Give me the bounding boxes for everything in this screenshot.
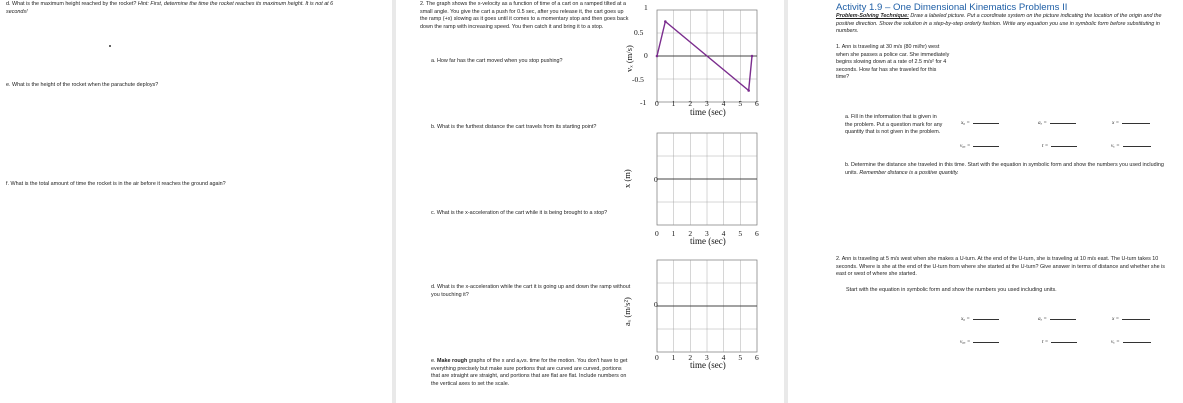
stray-dot: [109, 45, 111, 47]
worksheet-page-middle: [396, 0, 784, 403]
activity-title: Activity 1.9 – One Dimensional Kinematics Problems II: [836, 2, 1068, 13]
blank-ax[interactable]: [1050, 123, 1076, 124]
v-tick-neg0.5: -0.5: [632, 75, 644, 84]
x-tick-label: 0: [655, 229, 659, 238]
field-vx: vₓ =: [1111, 143, 1151, 149]
x-tick-label: 6: [755, 353, 759, 362]
field-t: t =: [1042, 143, 1077, 149]
x-tick-label: 3: [705, 353, 709, 362]
problem-2-instruction: Start with the equation in symbolic form and show the numbers you used including units.: [846, 287, 1057, 293]
blank2-x[interactable]: [1122, 319, 1150, 320]
blank-vx[interactable]: [1123, 146, 1151, 147]
x-tick-0: 0: [654, 175, 658, 184]
x-tick-label: 5: [738, 229, 743, 238]
problem-1b: b. Determine the distance she traveled in this time. Start with the equation in symbolic form and show the numbers you used including units. Remember distance is a positive quantity.: [845, 162, 1164, 176]
field-x: x =: [1112, 120, 1150, 126]
x-tick-label: 3: [705, 229, 709, 238]
a-tick-0: 0: [654, 300, 658, 309]
blank2-vx[interactable]: [1123, 342, 1151, 343]
x-tick-label: 1: [671, 99, 676, 108]
field2-t: t =: [1042, 339, 1077, 345]
field-v0x: v₀ₓ =: [960, 143, 999, 149]
technique-paragraph: Problem-Solving Technique: Draw a labeled picture. Put a coordinate system on the picture indicating the location of the origin and the positive direction. Show the solution in a step-by-step orderly fashion. Write any equation you use in symbolic form before substituting in numbers.: [836, 13, 1162, 35]
acceleration-chart-grid: [657, 260, 757, 352]
question-2: 2. The graph shows the x-velocity as a function of time of a cart on a ramped tilted at a small angle. You give the cart a push for 0.5 sec, after you release it, the cart goes up the ramp (+x) slowing as it goes until it comes to a momentary stop and then goes back down the ramp with increasing speed. You then catch it and bring it to a stop.: [420, 1, 629, 30]
x-x-axis-title: time (sec): [690, 236, 726, 246]
a-x-axis-title: time (sec): [690, 360, 726, 370]
blank-v0x[interactable]: [973, 146, 999, 147]
v-tick-1: 1: [644, 3, 648, 12]
question-2a: a. How far has the cart moved when you stop pushing?: [431, 58, 563, 64]
velocity-data-point: [656, 55, 659, 58]
x-tick-label: 5: [738, 353, 743, 362]
a-axis-label: aₓ (m/s²): [622, 297, 632, 326]
x-tick-label: 2: [688, 229, 693, 238]
x-tick-label: 1: [671, 353, 676, 362]
field-x0: x₀ =: [961, 120, 999, 126]
velocity-data-point: [664, 20, 667, 23]
blank-t[interactable]: [1051, 146, 1077, 147]
position-chart: [654, 131, 760, 227]
x-tick-label: 0: [655, 353, 659, 362]
blank2-v0x[interactable]: [973, 342, 999, 343]
question-2e: e. Make rough graphs of the x and aₓvs. time for the motion. You don't have to get everything precisely but make sure portions that are curved are curved, portions that are straight are straight, and portions that are flat are flat. Include numbers on the vertical axes to set the scale.: [431, 358, 628, 387]
blank-x[interactable]: [1122, 123, 1150, 124]
x-tick-label: 2: [688, 353, 693, 362]
x-tick-label: 0: [655, 99, 659, 108]
question-2b: b. What is the furthest distance the cart travels from its starting point?: [431, 124, 597, 130]
x-tick-label: 4: [721, 353, 726, 362]
x-tick-label: 4: [721, 229, 726, 238]
v-tick-neg1: -1: [640, 98, 647, 107]
problem-2: 2. Ann is traveling at 5 m/s west when she makes a U-turn. At the end of the U-turn, she is traveling at 10 m/s east. The U-turn takes 10 seconds. Where is she at the end of the U-turn from where she started at the U-turn? Give answer in terms of distance and whether she is east or west of where she started.: [836, 256, 1165, 278]
x-tick-label: 6: [755, 99, 759, 108]
velocity-data-point: [751, 55, 754, 58]
blank2-ax[interactable]: [1050, 319, 1076, 320]
v-axis-label: vₓ (m/s): [624, 45, 634, 72]
field2-x: x =: [1112, 316, 1150, 322]
worksheet-page-right: [788, 0, 1183, 403]
x-tick-label: 4: [721, 99, 726, 108]
problem-1a: a. Fill in the information that is given in the problem. Put a question mark for any quantity that is not given in the problem.: [845, 114, 943, 136]
field-ax: aₓ =: [1038, 120, 1076, 126]
x-tick-label: 3: [705, 99, 709, 108]
x-tick-label: 1: [671, 229, 676, 238]
x-axis-label: x (m): [622, 169, 632, 188]
question-2c: c. What is the x-acceleration of the cart while it is being brought to a stop?: [431, 210, 608, 216]
blank2-t[interactable]: [1051, 342, 1077, 343]
worksheet-page-left: [0, 0, 392, 403]
question-2d: d. What is the x-acceleration while the cart it is going up and down the ramp without you touching it?: [431, 284, 631, 298]
field2-vx: vₓ =: [1111, 339, 1151, 345]
v-x-axis-title: time (sec): [690, 107, 726, 117]
x-tick-label: 6: [755, 229, 759, 238]
field2-v0x: v₀ₓ =: [960, 339, 999, 345]
velocity-chart: [654, 8, 760, 104]
velocity-data-point: [747, 89, 750, 92]
v-tick-0: 0: [644, 51, 648, 60]
question-f: f. What is the total amount of time the rocket is in the air before it reaches the ground again?: [6, 181, 226, 187]
blank-x0[interactable]: [973, 123, 999, 124]
position-chart-grid: [657, 133, 757, 225]
v-tick-0.5: 0.5: [634, 28, 644, 37]
blank2-x0[interactable]: [973, 319, 999, 320]
problem-1: 1. Ann is traveling at 30 m/s (80 mi/hr) west when she passes a police car. She immediately begins slowing down at a rate of 2.5 m/s² for 4 seconds. How far has she traveled for this time?: [836, 44, 950, 81]
question-e: e. What is the height of the rocket when the parachute deploys?: [6, 82, 159, 88]
acceleration-chart: [654, 258, 760, 354]
field2-x0: x₀ =: [961, 316, 999, 322]
x-tick-label: 5: [738, 99, 743, 108]
x-tick-label: 2: [688, 99, 693, 108]
field2-ax: aₓ =: [1038, 316, 1076, 322]
question-d: d. What is the maximum height reached by the rocket? Hint: First, determine the time the rocket reaches its maximum height. It is not at 6 seconds!: [6, 1, 334, 15]
